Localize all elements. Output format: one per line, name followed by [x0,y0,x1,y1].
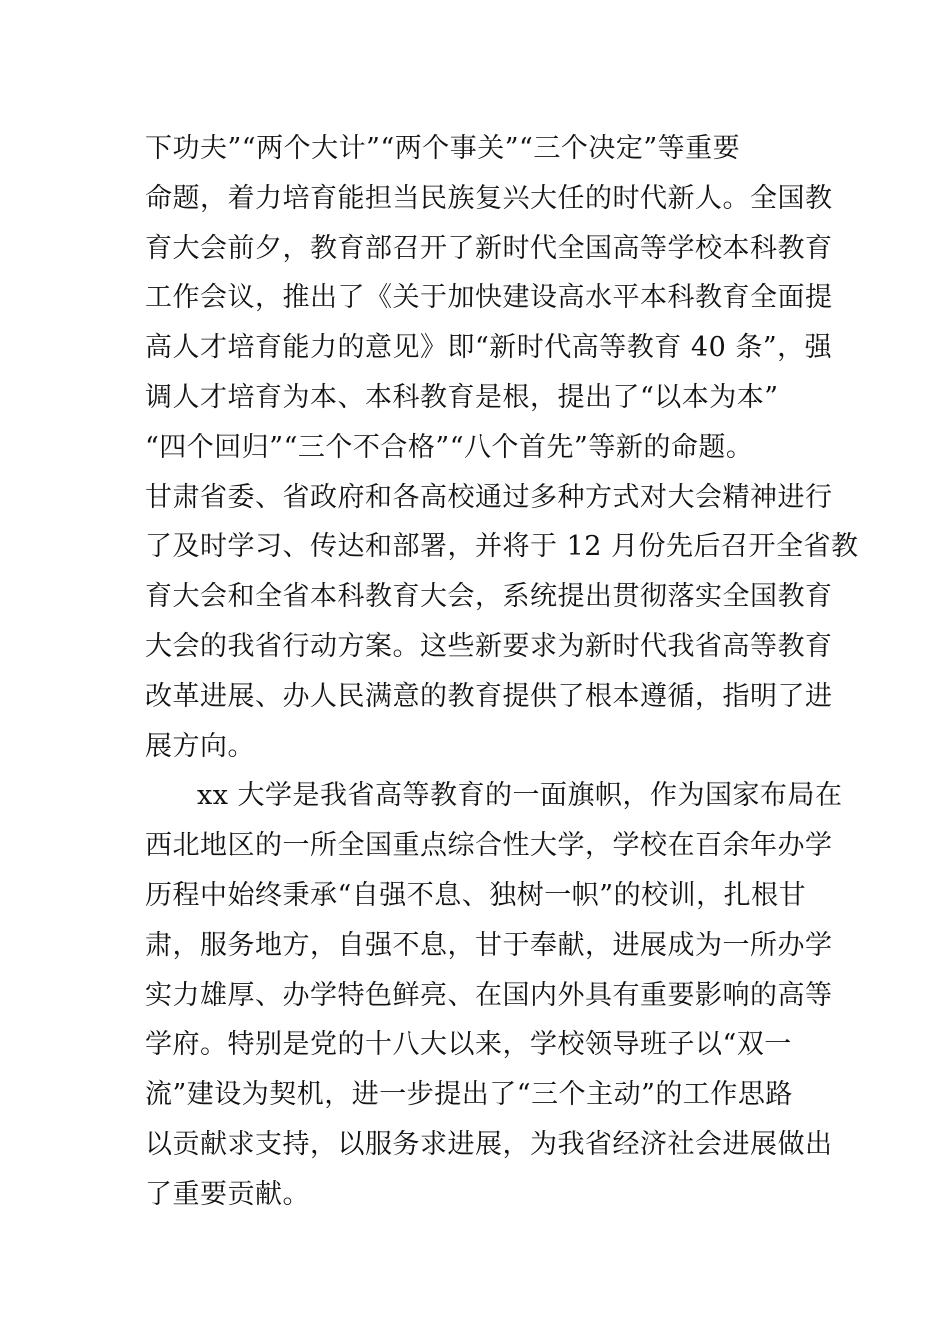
text-line: 命题，着力培育能担当民族复兴大任的时代新人。全国教 [145,182,833,214]
text-line: “四个回归”“三个不合格”“八个首先”等新的命题。 [145,431,754,463]
text-line: 工作会议，推出了《关于加快建设高水平本科教育全面提 [145,282,833,314]
text-line: xx 大学是我省高等教育的一面旗帜，作为国家布局在 [197,780,843,812]
document-body [145,124,859,1220]
text-line: 育大会前夕，教育部召开了新时代全国高等学校本科教育 [145,232,833,264]
text-line: 学府。特别是党的十八大以来，学校领导班子以“双一 [145,1029,792,1061]
text-line: 西北地区的一所全国重点综合性大学，学校在百余年办学 [145,830,833,862]
text-line: 展方向。 [145,730,255,762]
text-line: 以贡献求支持，以服务求进展，为我省经济社会进展做出 [145,1128,833,1160]
text-line: 改革进展、办人民满意的教育提供了根本遵循，指明了进 [145,680,833,712]
text-line: 了及时学习、传达和部署，并将于 12 月份先后召开全省教 [145,531,859,563]
paragraph-1 [145,124,859,771]
text-line: 大会的我省行动方案。这些新要求为新时代我省高等教育 [145,630,833,662]
text-line: 高人才培育能力的意见》即“新时代高等教育 40 条”，强 [145,332,833,364]
paragraph-2 [145,771,843,1219]
text-line: 甘肃省委、省政府和各高校通过多种方式对大会精神进行 [145,481,833,513]
text-line: 流”建设为契机，进一步提出了“三个主动”的工作思路 [145,1079,793,1111]
text-line: 肃，服务地方，自强不息，甘于奉献，进展成为一所办学 [145,929,833,961]
text-line: 实力雄厚、办学特色鲜亮、在国内外具有重要影响的高等 [145,979,833,1011]
text-line: 育大会和全省本科教育大会，系统提出贯彻落实全国教育 [145,581,833,613]
text-line: 历程中始终秉承“自强不息、独树一帜”的校训，扎根甘 [145,879,807,911]
text-line: 调人才培育为本、本科教育是根，提出了“以本为本” [145,381,779,413]
text-line: 下功夫”“两个大计”“两个事关”“三个决定”等重要 [145,133,741,164]
text-line: 了重要贡献。 [145,1178,310,1210]
